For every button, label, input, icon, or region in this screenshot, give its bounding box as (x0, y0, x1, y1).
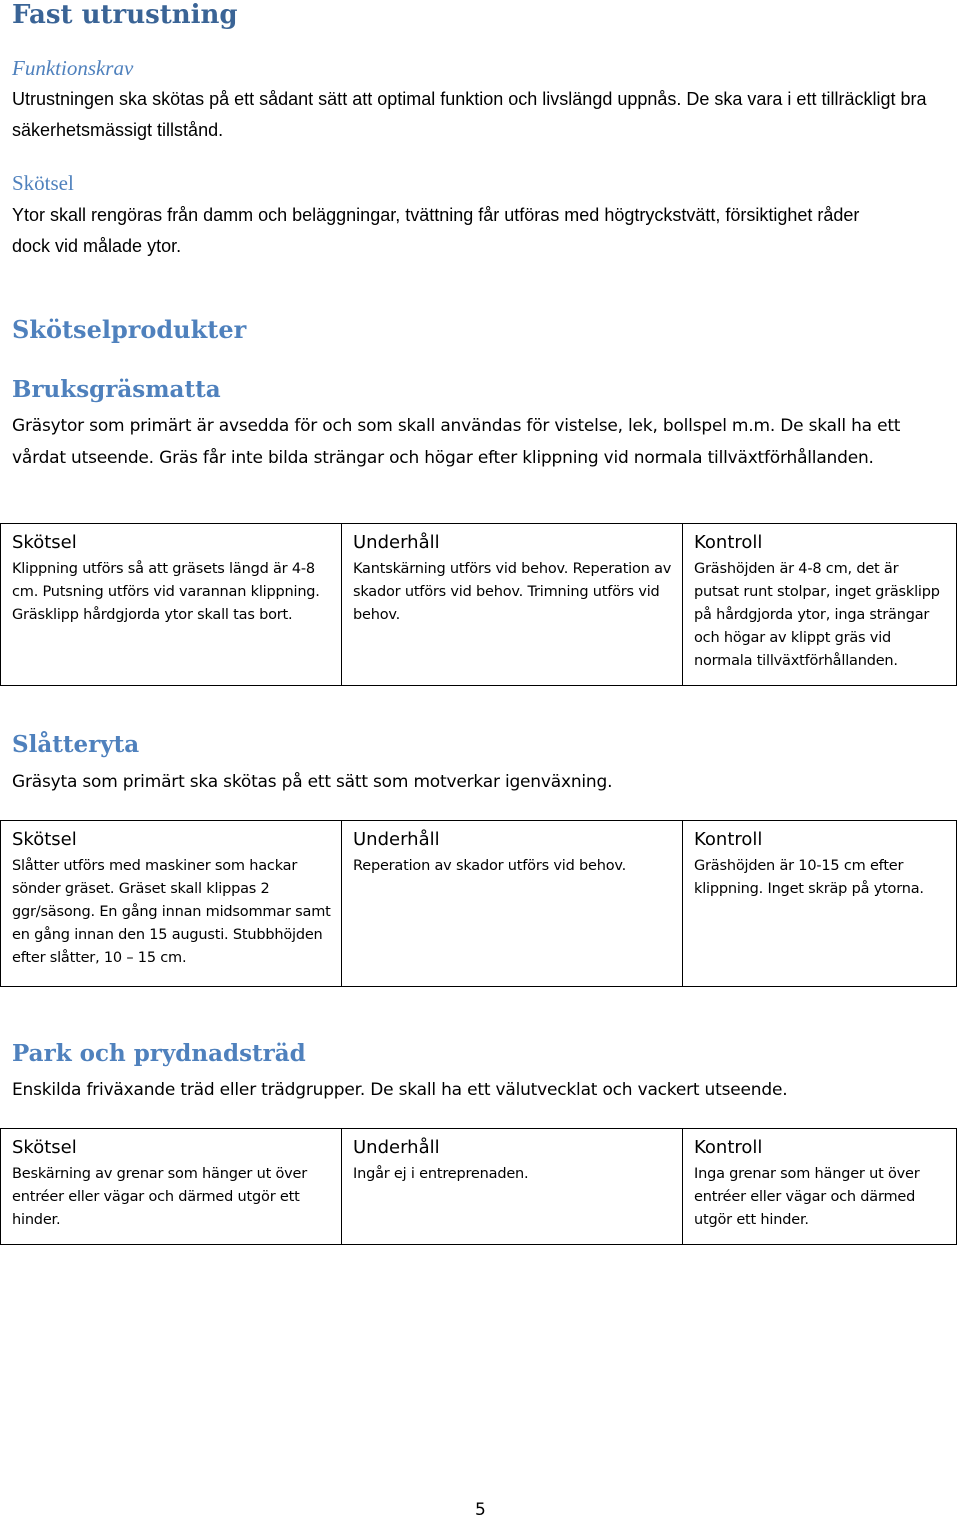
section-heading-skotselprodukter: Skötselprodukter (12, 315, 247, 344)
paragraph-bruksgrasmatta: Gräsytor som primärt är avsedda för och som skall användas för vistelse, lek, bollspel m.m. De skall ha ett vårdat utseende. Gräs får inte bilda strängar och högar efter klippning vid normala tillväxtförhållanden. (12, 416, 901, 468)
cell-title-kontroll: Kontroll (694, 1137, 763, 1158)
cell-text-underhall: Kantskärning utförs vid behov. Reperation av skador utförs vid behov. Trimning utförs vid behov. (353, 561, 672, 623)
paragraph-skotsel: Ytor skall rengöras från damm och beläggningar, tvättning får utföras med högtryckstvätt, försiktighet råder dock vid målade ytor. (12, 205, 860, 256)
cell-title-underhall: Underhåll (353, 1137, 440, 1158)
cell-underhall (342, 524, 683, 686)
cell-kontroll (683, 821, 957, 987)
cell-text-skotsel: Slåtter utförs med maskiner som hackar sönder gräset. Gräset skall klippas 2 ggr/säsong. En gång innan midsommar samt en gång innan den 15 augusti. Stubbhöjden efter slåtter, 10 – 15 cm. (12, 858, 331, 966)
cell-title-underhall: Underhåll (353, 829, 440, 850)
cell-text-skotsel: Klippning utförs så att gräsets längd är 4-8 cm. Putsning utförs vid varannan klippning. Gräsklipp hårdgjorda ytor skall tas bort. (12, 561, 320, 623)
section-heading-slatteryta: Slåtteryta (12, 731, 140, 758)
cell-skotsel (1, 821, 342, 987)
paragraph-slatteryta: Gräsyta som primärt ska skötas på ett sätt som motverkar igenväxning. (12, 772, 613, 792)
section-heading-park-och-prydnadstrad: Park och prydnadsträd (12, 1040, 306, 1067)
paragraph-park: Enskilda friväxande träd eller trädgrupper. De skall ha ett välutvecklat och vackert utseende. (12, 1080, 788, 1100)
cell-skotsel (1, 1129, 342, 1245)
cell-text-kontroll: Gräshöjden är 10-15 cm efter klippning. Inget skräp på ytorna. (694, 858, 924, 897)
section-heading-bruksgrasmatta: Bruksgräsmatta (12, 376, 221, 403)
cell-underhall (342, 821, 683, 987)
cell-text-kontroll: Gräshöjden är 4-8 cm, det är putsat runt stolpar, inget gräsklipp på hårdgjorda ytor, inga strängar och högar av klippt gräs vid normala tillväxtförhållanden. (694, 561, 940, 669)
cell-kontroll (683, 524, 957, 686)
page-number: 5 (475, 1500, 486, 1520)
cell-text-underhall: Reperation av skador utförs vid behov. (353, 858, 627, 874)
paragraph-funktionskrav: Utrustningen ska skötas på ett sådant sätt att optimal funktion och livslängd uppnås. De ska vara i ett tillräckligt bra säkerhetsmässigt tillstånd. (12, 89, 927, 140)
cell-underhall (342, 1129, 683, 1245)
table-bruksgrasmatta (0, 523, 957, 686)
cell-title-kontroll: Kontroll (694, 532, 763, 553)
subheading-skotsel: Skötsel (12, 171, 74, 195)
cell-text-kontroll: Inga grenar som hänger ut över entréer eller vägar och därmed utgör ett hinder. (694, 1166, 920, 1228)
subheading-funktionskrav: Funktionskrav (12, 56, 134, 80)
cell-text-skotsel: Beskärning av grenar som hänger ut över entréer eller vägar och därmed utgör ett hinder. (12, 1166, 308, 1228)
cell-title-skotsel: Skötsel (12, 532, 77, 553)
cell-text-underhall: Ingår ej i entreprenaden. (353, 1166, 529, 1182)
section-heading-fast-utrustning: Fast utrustning (12, 0, 238, 30)
table-slatteryta (0, 820, 957, 987)
cell-title-kontroll: Kontroll (694, 829, 763, 850)
cell-title-underhall: Underhåll (353, 532, 440, 553)
cell-skotsel (1, 524, 342, 686)
cell-title-skotsel: Skötsel (12, 829, 77, 850)
cell-kontroll (683, 1129, 957, 1245)
cell-title-skotsel: Skötsel (12, 1137, 77, 1158)
table-park (0, 1128, 957, 1245)
